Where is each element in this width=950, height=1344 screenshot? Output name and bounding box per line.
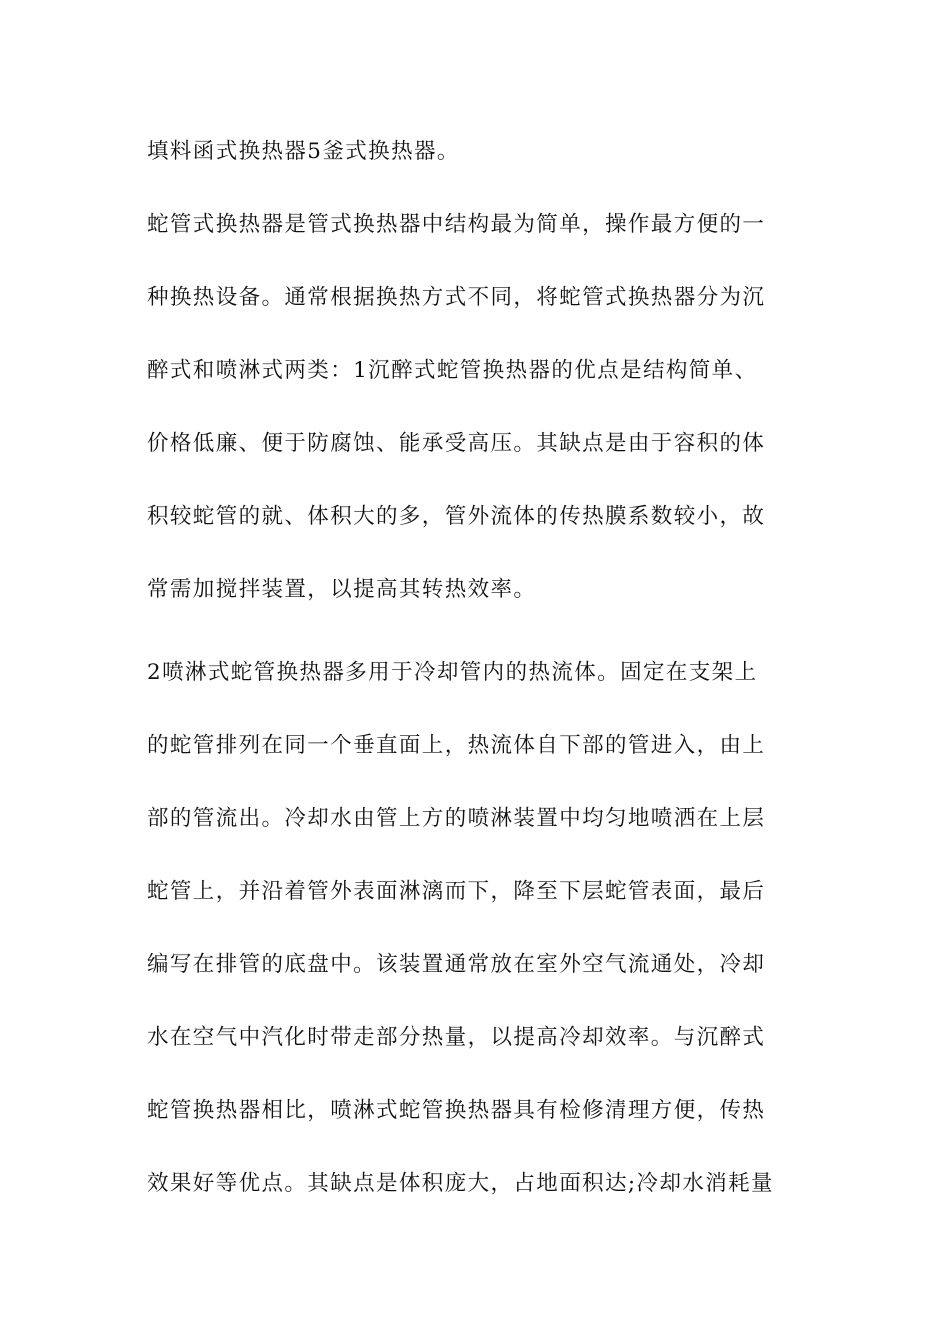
text-line: 2喷淋式蛇管换热器多用于冷却管内的热流体。固定在支架上 <box>147 660 758 685</box>
text-line: 价格低廉、便于防腐蚀、能承受高压。其缺点是由于容积的体 <box>147 431 766 456</box>
text-line: 种换热设备。通常根据换热方式不同，将蛇管式换热器分为沉 <box>147 285 766 310</box>
text-line: 编写在排管的底盘中。该装置通常放在室外空气流通处，冷却 <box>147 952 766 977</box>
text-line: 蛇管换热器相比，喷淋式蛇管换热器具有检修清理方便，传热 <box>147 1098 766 1123</box>
text-line: 填料函式换热器5釜式换热器。 <box>147 139 460 164</box>
text-line: 部的管流出。冷却水由管上方的喷淋装置中均匀地喷洒在上层 <box>147 806 766 831</box>
text-line: 醉式和喷淋式两类：1沉醉式蛇管换热器的优点是结构简单、 <box>147 358 758 383</box>
text-line: 效果好等优点。其缺点是体积庞大，占地面积达;冷却水消耗量 <box>147 1171 774 1196</box>
text-line: 蛇管式换热器是管式换热器中结构最为简单，操作最方便的一 <box>147 212 766 237</box>
text-line: 蛇管上，并沿着管外表面淋漓而下，降至下层蛇管表面，最后 <box>147 879 766 904</box>
text-line: 的蛇管排列在同一个垂直面上，热流体自下部的管进入，由上 <box>147 733 766 758</box>
text-line: 积较蛇管的就、体积大的多，管外流体的传热膜系数较小，故 <box>147 504 766 529</box>
text-line: 水在空气中汽化时带走部分热量，以提高冷却效率。与沉醉式 <box>147 1025 766 1050</box>
text-line: 常需加搅拌装置，以提高其转热效率。 <box>147 577 537 602</box>
